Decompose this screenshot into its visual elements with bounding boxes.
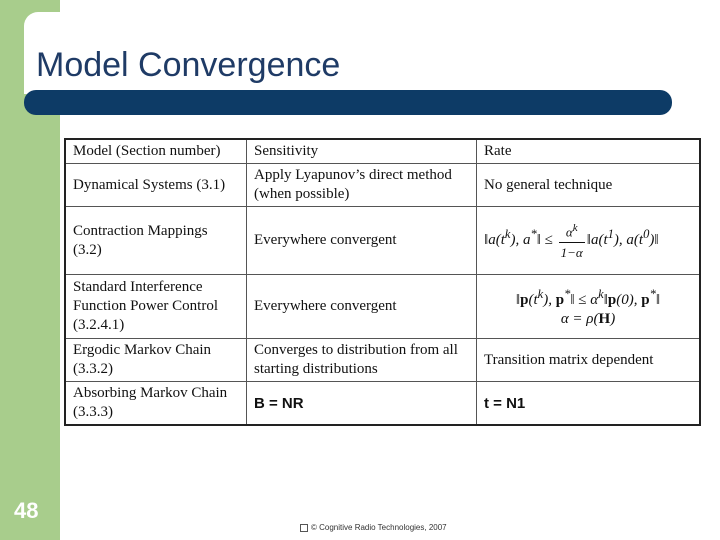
- slide-number: 48: [14, 498, 39, 523]
- contraction-rate-formula: $‖a(t^k)$, a*‖ ≤ $\frac{\alpha^k}{1-\alpha}$ $‖a(t^1)$, $a(t^0)‖$: [484, 232, 659, 248]
- model-cell: Absorbing Markov Chain (3.3.3): [65, 382, 247, 426]
- model-cell: Standard Interference Function Power Control (3.2.4.1): [65, 275, 247, 339]
- convergence-table: [64, 138, 701, 426]
- table-row: [65, 207, 700, 275]
- rate-formula-cell: [477, 275, 701, 339]
- table-row: [65, 275, 700, 339]
- footer: [300, 523, 447, 532]
- model-cell: Ergodic Markov Chain (3.3.2): [65, 339, 247, 382]
- alpha-spectral-radius-formula: α = ρ(H): [560, 310, 616, 327]
- rate-cell: t = N1: [477, 382, 701, 426]
- rate-cell: Transition matrix dependent: [477, 339, 701, 382]
- rate-formula-cell: [477, 207, 701, 275]
- sensitivity-cell: Apply Lyapunov’s direct method (when possible): [247, 164, 477, 207]
- table-row: [65, 382, 700, 426]
- sensitivity-cell: Everywhere convergent: [247, 207, 477, 275]
- slide-title: Model Convergence: [36, 46, 341, 84]
- footer-box-icon: [300, 524, 308, 532]
- table-header-row: [65, 139, 700, 164]
- sensitivity-cell: Converges to distribution from all starting distributions: [247, 339, 477, 382]
- footer-text: © Cognitive Radio Technologies, 2007: [311, 523, 447, 532]
- table-row: [65, 339, 700, 382]
- model-cell: Dynamical Systems (3.1): [65, 164, 247, 207]
- sensitivity-cell: B = NR: [247, 382, 477, 426]
- model-cell: Contraction Mappings (3.2): [65, 207, 247, 275]
- header-sensitivity: Sensitivity: [247, 139, 477, 164]
- table-row: [65, 164, 700, 207]
- header-model: Model (Section number): [65, 139, 247, 164]
- header-rate: Rate: [477, 139, 701, 164]
- sensitivity-cell: Everywhere convergent: [247, 275, 477, 339]
- power-control-rate-formula: $‖p(t^k)$, p*‖ ≤ $\alpha^k‖p(0)$, p*‖: [515, 286, 661, 308]
- rate-cell: No general technique: [477, 164, 701, 207]
- title-underline-bar: [24, 90, 672, 115]
